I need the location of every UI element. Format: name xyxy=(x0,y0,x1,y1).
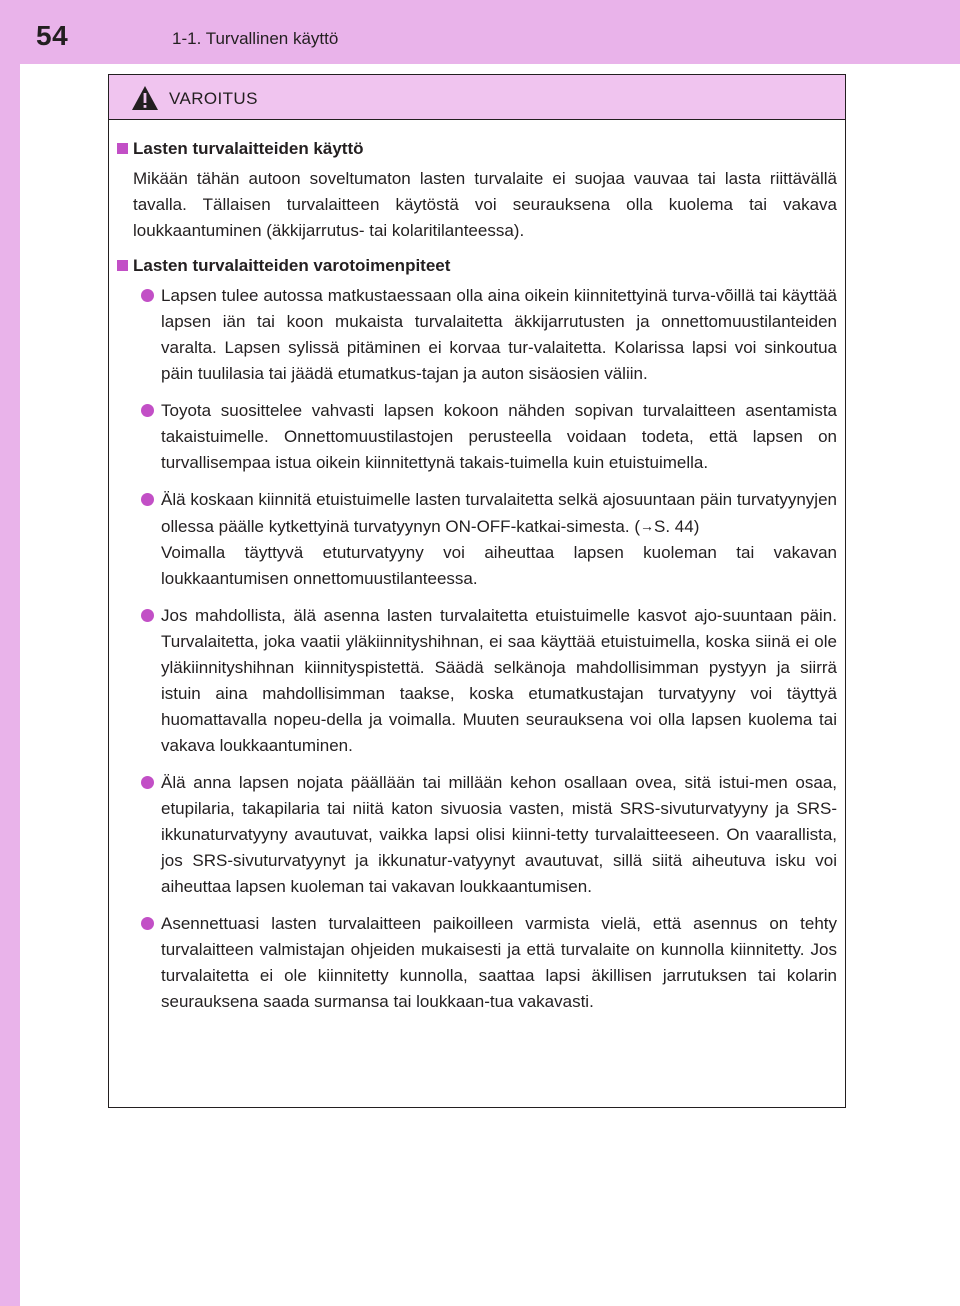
arrow-right-icon: → xyxy=(639,518,654,534)
warning-header xyxy=(109,75,845,120)
warning-body xyxy=(109,120,845,1015)
warning-title: VAROITUS xyxy=(169,89,258,108)
page-reference-link[interactable]: S. 44 xyxy=(653,517,694,536)
warning-box xyxy=(108,74,846,1108)
square-bullet-icon xyxy=(117,260,128,271)
round-bullet-icon xyxy=(141,917,154,930)
section-paragraph: Mikään tähän autoon soveltumaton lasten turvalaite ei suojaa vauvaa tai lasta riittävällä tavalla. Tällaisen turvalaitteen käytöstä voi seurauksena olla kuolema tai vakava loukkaantuminen (äkkijarrutus- tai kolaritilanteessa). xyxy=(133,169,837,240)
section-child-restraint-precautions xyxy=(109,253,837,1015)
list-item xyxy=(109,487,837,592)
section-heading: Lasten turvalaitteiden käyttö xyxy=(109,136,837,162)
page-number: 54 xyxy=(36,20,69,51)
warning-triangle-icon xyxy=(131,85,159,111)
section-title: 1-1. Turvallinen käyttö xyxy=(172,29,339,48)
section-child-restraint-use xyxy=(109,136,837,244)
side-color-strip xyxy=(0,0,20,1306)
round-bullet-icon xyxy=(141,493,154,506)
round-bullet-icon xyxy=(141,776,154,789)
airbag-warning-text: Älä koskaan kiinnitä etuistuimelle lasten turvalaitetta selkä ajosuuntaan päin turvatyynyjen ollessa päälle kytkettyinä turvatyynyn ON-OFF-katkai-simesta. (→S. 44) Voimalla täyttyvä etuturvatyyny voi aiheuttaa lapsen kuoleman tai vakavan loukkaantumisen onnettomuustilanteessa. xyxy=(161,490,837,588)
list-item: Älä anna lapsen nojata päällään tai millään kehon osallaan ovea, sitä istui-men osaa, etupilaria, takapilaria tai niitä katon sivuosia vasten, mistä SRS-sivuturvatyyny ja SRS-ikkunaturvatyyny avautuvat, vaikka lapsi olisi kiinni-tetty turvalaitteeseen. On vaarallista, jos SRS-sivuturvatyynyt ja ikkunatur-vatyynyt avautuvat, sillä siitä aiheutuva isku voi aiheuttaa lapsen kuoleman tai vakavan loukkaantumisen. xyxy=(109,770,837,900)
list-item: Lapsen tulee autossa matkustaessaan olla aina oikein kiinnitettyinä turva-võillä tai käyttää lapsen iän tai koon mukaista turvalaitetta äkkijarrutusten ja onnettomuustilanteiden varalta. Lapsen sylissä pitäminen ei korvaa tur-valaitetta. Kolarissa lapsi voi sinkoutua päin tuulilasia tai jäädä etumatkus-tajan ja auton sisäosien väliin. xyxy=(109,283,837,387)
section-heading: Lasten turvalaitteiden varotoimenpiteet xyxy=(109,253,837,279)
round-bullet-icon xyxy=(141,609,154,622)
square-bullet-icon xyxy=(117,143,128,154)
header-band xyxy=(0,0,960,64)
list-item: Asennettuasi lasten turvalaitteen paikoilleen varmista vielä, että asennus on tehty turvalaitteen valmistajan ohjeiden mukaisesti ja että turvalaite on kunnolla kiinnitetty. Jos turvalaitetta ei ole kiinnitetty kunnolla, saattaa lapsi äkillisen jarrutuksen tai kolarin seurauksena saada surmansa tai loukkaan-tua vakavasti. xyxy=(109,911,837,1015)
list-item: Toyota suosittelee vahvasti lapsen kokoon nähden sopivan turvalaitteen asentamista takaistuimelle. Onnettomuustilastojen perusteella voidaan todeta, että lapsen on turvallisempaa istua oikein kiinnitettynä takais-tuimella kuin etuistuimella. xyxy=(109,398,837,476)
round-bullet-icon xyxy=(141,404,154,417)
round-bullet-icon xyxy=(141,289,154,302)
list-item: Jos mahdollista, älä asenna lasten turvalaitetta etuistuimelle kasvot ajo-suuntaan päin. Turvalaitetta, joka vaatii yläkiinnityshihnan, ei saa käyttää etuistuimella, koska siinä ei ole yläkiinnityshihnan kiinnityspistettä. Säädä selkänoja mahdollisimman pystyyn ja siirrä istuin aina mahdollisimman taakse, koska etumatkustajan turvatyyny voi täyttyä huomattavalla nopeu-della ja voimalla. Muuten seurauksena voi olla lapsen kuolema tai vakava loukkaantuminen. xyxy=(109,603,837,759)
